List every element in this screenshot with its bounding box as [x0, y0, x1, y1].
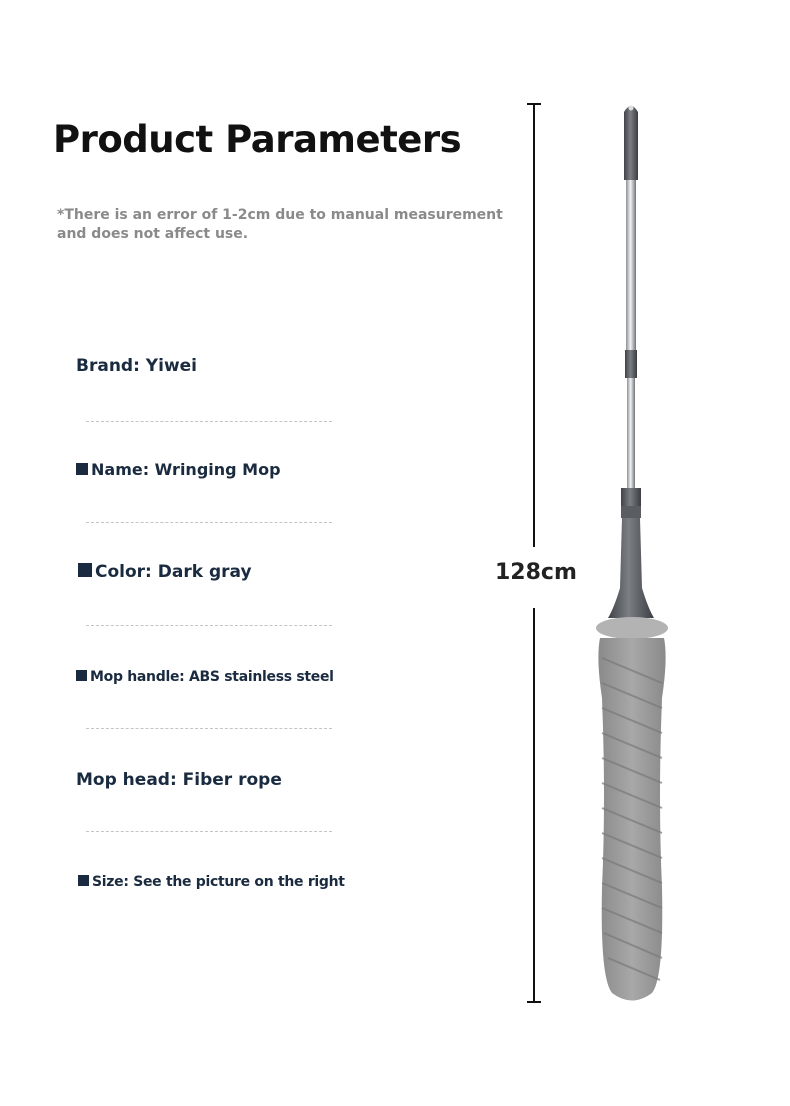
bullet-square-icon	[78, 875, 89, 886]
param-size-text: Size: See the picture on the right	[92, 874, 345, 890]
divider	[86, 625, 332, 626]
handle-rod-lower	[627, 378, 635, 488]
param-color-text: Color: Dark gray	[95, 562, 252, 582]
hang-hole-icon	[629, 106, 634, 111]
bullet-square-icon	[78, 563, 92, 577]
dimension-tick-bottom	[527, 1001, 541, 1003]
param-head	[76, 770, 282, 790]
param-name-text: Name: Wringing Mop	[91, 460, 281, 479]
dimension-line-bottom	[533, 608, 535, 1002]
handle-base	[608, 518, 654, 618]
divider	[86, 522, 332, 523]
handle-rod-upper	[626, 180, 636, 350]
bullet-square-icon	[76, 670, 87, 681]
measurement-note: *There is an error of 1-2cm due to manual measurement and does not affect use.	[57, 207, 503, 242]
param-name	[76, 460, 281, 479]
page-title: Product Parameters	[53, 118, 462, 161]
handle-cap	[624, 106, 638, 180]
bullet-square-icon	[76, 463, 88, 475]
param-brand-text: Brand: Yiwei	[76, 356, 198, 376]
param-handle-text: Mop handle: ABS stainless steel	[90, 669, 334, 685]
divider	[86, 421, 332, 422]
param-color	[78, 562, 252, 582]
dimension-label: 128cm	[495, 560, 577, 585]
rope-top-ring	[596, 617, 668, 639]
handle-button	[621, 506, 641, 518]
param-handle	[76, 669, 334, 685]
param-head-text: Mop head: Fiber rope	[76, 770, 282, 790]
dimension-line-top	[533, 104, 535, 547]
param-brand	[76, 356, 197, 376]
handle-collar	[621, 488, 641, 506]
mop-illustration	[590, 98, 674, 1008]
param-size	[78, 874, 345, 890]
handle-joint	[625, 350, 637, 378]
divider	[86, 728, 332, 729]
divider	[86, 831, 332, 832]
